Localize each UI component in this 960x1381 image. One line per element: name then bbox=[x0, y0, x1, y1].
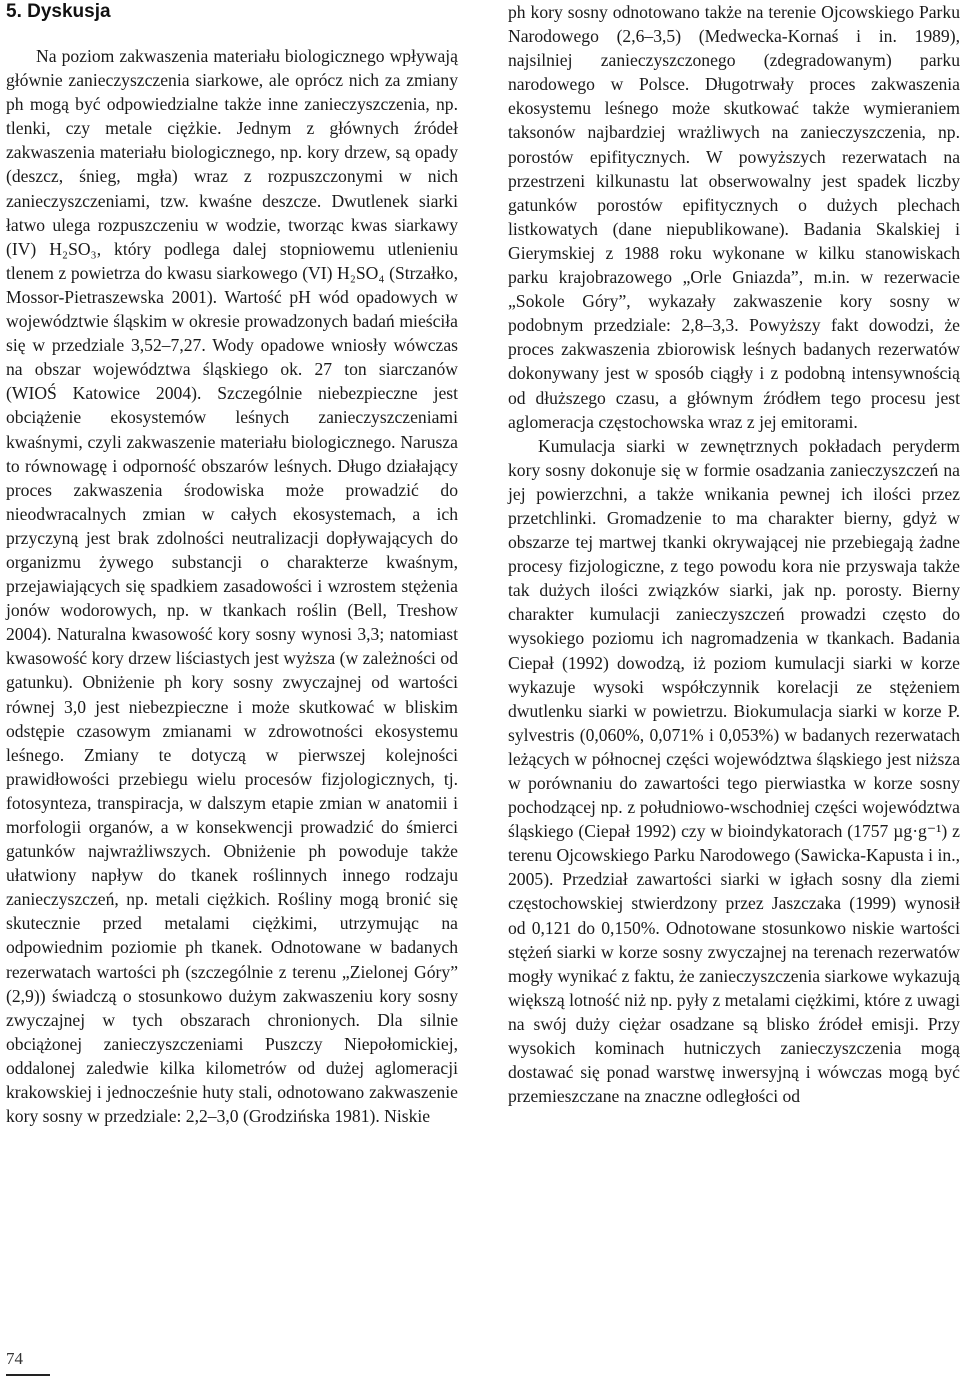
left-paragraph-1: Na poziom zakwaszenia materiału biologicznego wpływają głównie zanieczyszczenia siarkowe, ale oprócz nich za zmiany ph mogą być odpowiedzialne także inne zanieczyszczenia, np. tlenki, czy metale ciężkie. Jednym z głównych źródeł zakwaszenia materiału biologicznego, np. kory drzew, są opady (deszcz, śnieg, mgła) wraz z rozpuszczonymi w nich zanieczyszczeniami, tzw. kwaśne deszcze. Dwutlenek siarki łatwo ulega rozpuszczeniu w wodzie, tworząc kwas siarkawy (IV) H₂SO₃, który podlega dalej stopniowemu utlenieniu tlenem z powietrza do kwasu siarkowego (VI) H₂SO₄ (Strzałko, Mossor-Pietraszewska 2001). Wartość pH wód opadowych w województwie śląskim w okresie prowadzonych badań mieściła się w przedziale 3,52–7,27. Wody opadowe wniosły wówczas na obszar województwa śląskiego ok. 27 ton siarczanów (WIOŚ Katowice 2004). Szczególnie niebezpieczne jest obciążenie ekosystemów leśnych zanieczyszczeniami kwaśnymi, czyli zakwaszenie materiału biologicznego. Narusza to równowagę i odporność obszarów leśnych. Długo działający proces zakwaszenia środowiska może prowadzić do nieodwracalnych zmian w całych ekosystemach, a ich przyczyną jest brak zdolności neutralizacji dopływających do organizmu żywego substancji o charakterze kwaśnym, przejawiających się spadkiem zasadowości i wzrostem stężenia jonów wodorowych, np. w tkankach roślin (Bell, Treshow 2004). Naturalna kwasowość kory sosny wynosi 3,3; natomiast kwasowość kory drzew liściastych jest wyższa (w zależności od gatunku). Obniżenie ph kory sosny zwyczajnej od wartości równej 3,0 jest niebezpieczne i może skutkować w bliskim odstępie czasowym zmianami w zdrowotności ekosystemu leśnego. Zmiany te dotyczą w pierwszej kolejności prawidłowości przebiegu wielu procesów fizjologicznych, tj. fotosynteza, transpiracja, w dalszym etapie zmian w anatomii i morfologii organów, a w konsekwencji prowadzić do śmierci gatunków najwrażliwszych. Obniżenie ph powoduje także ułatwiony napływ do tkanek roślinnych innego rodzaju zanieczyszczeń, np. metali ciężkich. Rośliny mogą bronić się skutecznie przed metalami ciężkimi, utrzymując na odpowiednim poziomie ph tkanek. Odnotowane w badanych rezerwatach wartości ph (szczególnie z terenu „Zielonej Góry” (2,9)) świadczą o stosunkowo dużym zakwaszeniu kory sosny zwyczajnej w tych obszarach chronionych. Dla silnie obciążonej zanieczyszczeniami Puszczy Niepołomickiej, oddalonej zaledwie kilka kilometrów od dużej aglomeracji krakowskiej i jednocześnie huty stali, odnotowano zakwaszenie kory sosny w przedziale: 2,2–3,0 (Grodzińska 1981). Niskie bbox=[6, 46, 458, 1127]
right-column bbox=[508, 0, 960, 1108]
left-column bbox=[6, 0, 458, 1128]
page-number: 74 bbox=[6, 1349, 23, 1368]
page-number-rule bbox=[6, 1374, 50, 1376]
right-paragraph-1: ph kory sosny odnotowano także na terenie Ojcowskiego Parku Narodowego (2,6–3,5) (Medwecka-Kornaś i in. 1989), najsilniej zanieczyszczonego (zdegradowanym) parku narodowego w Polsce. Długotrwały proces zakwaszenia ekosystemu leśnego może skutkować także wymieraniem taksonów najbardziej wrażliwych na zanieczyszczenia, np. porostów epifitycznych. W powyższych rezerwatach na przestrzeni kilkunastu lat obserwowalny jest spadek liczby gatunków porostów epifitycznych o dużych plechach listkowatych (dane niepublikowane). Badania Skalskiej i Gierymskiej z 1988 roku wykonane w kilku stanowiskach parku krajobrazowego „Orle Gniazda”, m.in. w rezerwacie „Sokole Góry”, wykazały zakwaszenie kory sosny w podobnym przedziale: 2,8–3,3. Powyższy fakt dowodzi, że proces zakwaszenia zbiorowisk leśnych badanych rezerwatów dokonywany jest w sposób ciągły i z podobną intensywnością od dłuższego czasu, a głównym źródłem tego procesu jest aglomeracja częstochowska wraz z jej emitorami. bbox=[508, 2, 960, 432]
right-paragraph-2: Kumulacja siarki w zewnętrznych pokładach peryderm kory sosny dokonuje się w formie osadzania zanieczyszczeń na jej powierzchni, a także wnikania pewnej ich ilości przez przetchlinki. Gromadzenie to ma charakter bierny, gdyż w obszarze tej martwej tkanki okrywającej nie przebiegają żadne procesy fizjologiczne, z tego powodu kora nie przyswaja także tak dużych ilości związków siarki, jak np. porosty. Bierny charakter kumulacji zanieczyszczeń prowadzi często do wysokiego poziomu ich nagromadzenia w tkankach. Badania Ciepał (1992) dowodzą, iż poziom kumulacji siarki w korze wykazuje wysoki współczynnik korelacji ze stężeniem dwutlenku siarki w powietrzu. Biokumulacja siarki w korze P. sylvestris (0,060%, 0,071% i 0,053%) w badanych rezerwatach leżących w północnej części województwa śląskiego jest niższa w porównaniu do zawartości tego pierwiastka w korze sosny pochodzącej np. z południowo-wschodniej części województwa śląskiego (Ciepał 1992) czy w bioindykatorach (1757 µg·g⁻¹) z terenu Ojcowskiego Parku Narodowego (Sawicka-Kapusta i in., 2005). Przedział zawartości siarki w igłach sosny dla ziemi częstochowskiej stwierdzony przez Jaszczaka (1999) wynosił od 0,121 do 0,150%. Odnotowane stosunkowo niskie wartości stężeń siarki w korze sosny zwyczajnej na terenach rezerwatów mogły wynikać z faktu, że zanieczyszczenia siarkowe wykazują większą lotność niż np. pyły z metalami ciężkimi, które z uwagi na swój duży ciężar osadzane są blisko źródeł emisji. Przy wysokich kominach hutniczych zanieczyszczenia mogą dostawać się ponad warstwę inwersyjną i wówczas mogą być przemieszczane na znaczne odległości od bbox=[508, 435, 960, 1107]
section-title: 5. Dyskusja bbox=[6, 1, 111, 22]
